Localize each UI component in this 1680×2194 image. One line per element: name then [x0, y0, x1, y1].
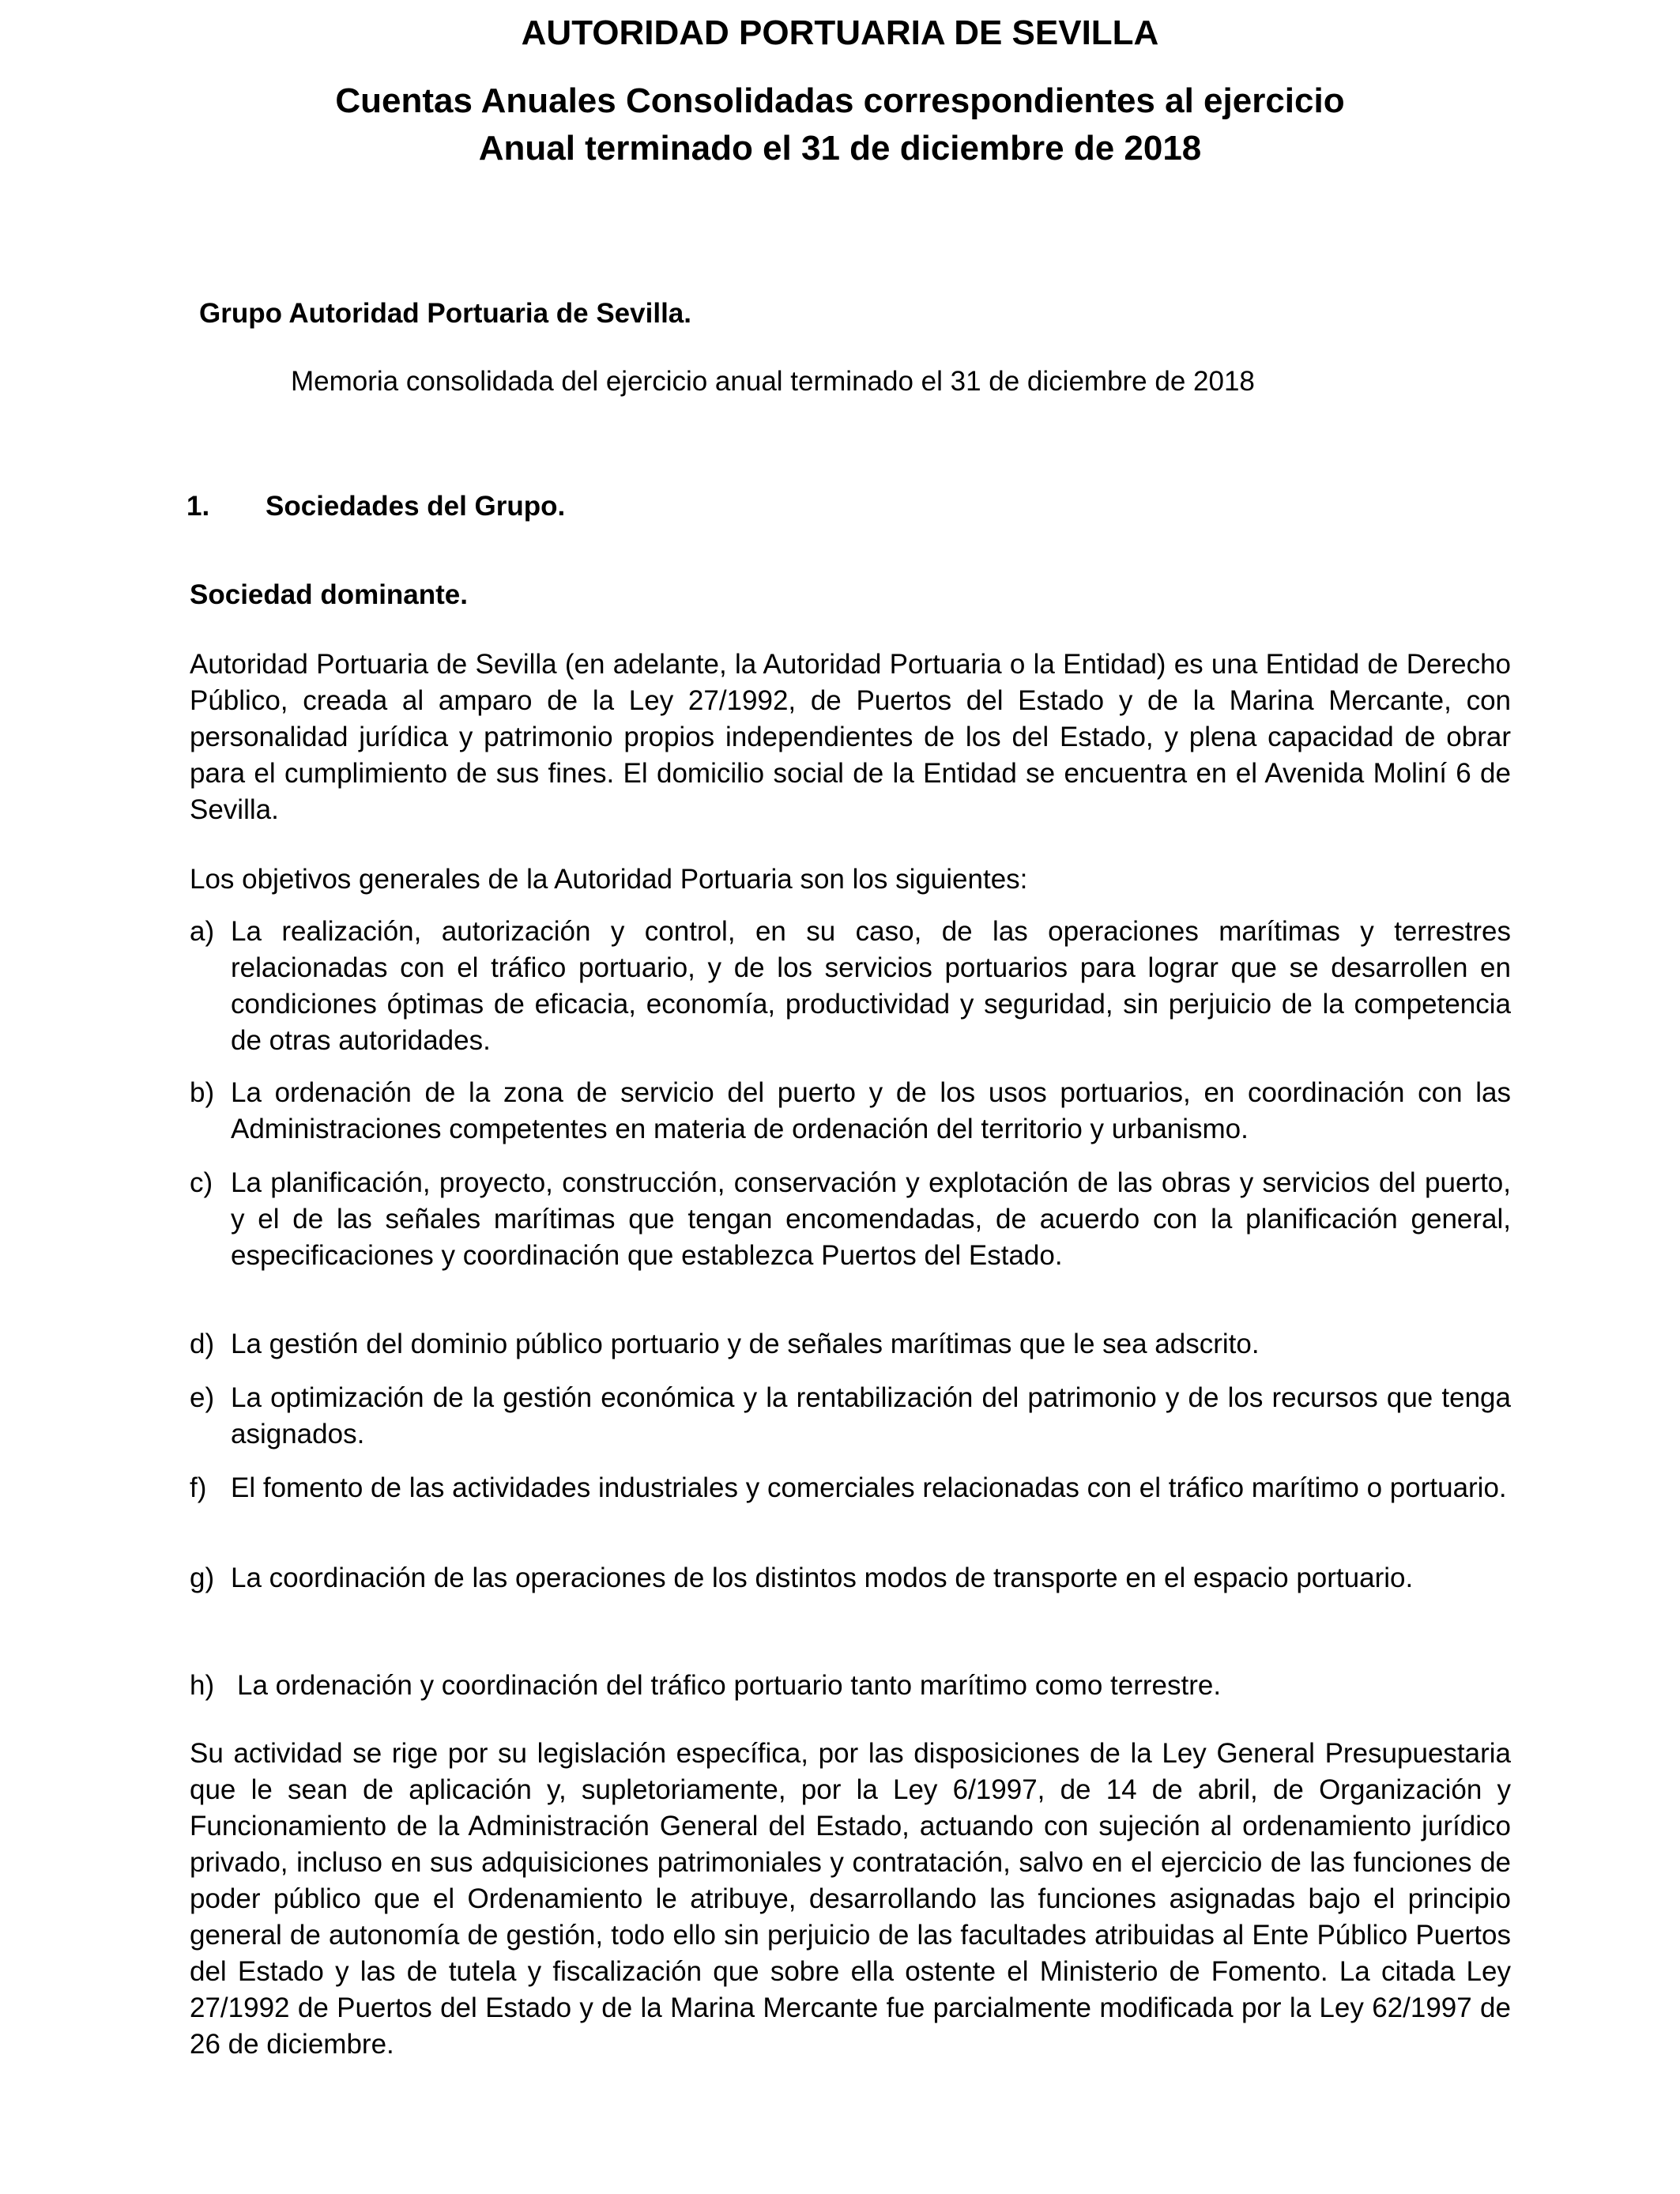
intro-paragraph: Autoridad Portuaria de Sevilla (en adelante, la Autoridad Portuaria o la Entidad) es una Entidad de Derecho Público, creada al amparo de la Ley 27/1992, de Puertos del Estado y de la Marina Mercante, con personalidad jurídica y patrimonio propios independientes de los del Estado, y plena capacidad de obrar para el cumplimiento de sus fines. El domicilio social de la Entidad se encuentra en el Avenida Moliní 6 de Sevilla.	[190, 649, 1511, 825]
document-title: AUTORIDAD PORTUARIA DE SEVILLA	[521, 13, 1159, 52]
subsection-title: Sociedad dominante.	[190, 579, 468, 610]
list-item	[190, 1668, 1511, 1704]
list-item-text: La optimización de la gestión económica y la rentabilización del patrimonio y de los recursos que tenga asignados.	[231, 1382, 1511, 1449]
document-subtitle	[0, 77, 1680, 172]
list-item	[190, 1165, 1511, 1274]
section-title: Sociedades del Grupo.	[266, 491, 566, 522]
group-title: Grupo Autoridad Portuaria de Sevilla.	[199, 298, 691, 329]
list-item-marker: h)	[190, 1670, 215, 1701]
list-item	[190, 1560, 1511, 1596]
document-subtitle-line2: Anual terminado el 31 de diciembre de 2018	[478, 129, 1202, 168]
list-item	[190, 914, 1511, 1059]
list-item-marker: b)	[190, 1077, 215, 1108]
list-item	[190, 1470, 1511, 1506]
list-item-text: El fomento de las actividades industriales y comerciales relacionadas con el tráfico marítimo o portuario.	[231, 1472, 1507, 1503]
list-item-marker: g)	[190, 1563, 215, 1593]
list-item-marker: c)	[190, 1167, 213, 1198]
list-item-marker: f)	[190, 1472, 207, 1503]
closing-paragraph: Su actividad se rige por su legislación específica, por las disposiciones de la Ley General Presupuestaria que le sean de aplicación y, supletoriamente, por la Ley 6/1997, de 14 de abril, de Organización y Funcionamiento de la Administración General del Estado, actuando con sujeción al ordenamiento jurídico privado, incluso en sus adquisiciones patrimoniales y contratación, salvo en el ejercicio de las funciones de poder público que el Ordenamiento le atribuye, desarrollando las funciones asignadas bajo el principio general de autonomía de gestión, todo ello sin perjuicio de las facultades atribuidas al Ente Público Puertos del Estado y las de tutela y fiscalización que sobre ella ostente el Ministerio de Fomento. La citada Ley 27/1992 de Puertos del Estado y de la Marina Mercante fue parcialmente modificada por la Ley 62/1997 de 26 de diciembre.	[190, 1738, 1511, 2060]
list-item-text: La ordenación de la zona de servicio del puerto y de los usos portuarios, en coordinación con las Administraciones competentes en materia de ordenación del territorio y urbanismo.	[231, 1077, 1511, 1144]
list-item	[190, 1075, 1511, 1148]
list-item-text: La coordinación de las operaciones de los distintos modos de transporte en el espacio portuario.	[231, 1563, 1414, 1593]
list-item-marker: e)	[190, 1382, 215, 1413]
list-item-text: La ordenación y coordinación del tráfico portuario tanto marítimo como terrestre.	[237, 1670, 1222, 1701]
list-item-text: La gestión del dominio público portuario y de señales marítimas que le sea adscrito.	[231, 1329, 1260, 1359]
list-item-marker: d)	[190, 1329, 215, 1359]
list-item-marker: a)	[190, 916, 215, 947]
list-item	[190, 1380, 1511, 1453]
section-number: 1.	[186, 491, 210, 522]
list-item	[190, 1326, 1511, 1363]
memoria-heading: Memoria consolidada del ejercicio anual terminado el 31 de diciembre de 2018	[291, 366, 1255, 397]
list-item-text: La planificación, proyecto, construcción, conservación y explotación de las obras y servicios del puerto, y el de las señales marítimas que tengan encomendadas, de acuerdo con la planificación general, especificaciones y coordinación que establezca Puertos del Estado.	[231, 1167, 1511, 1271]
list-item-text: La realización, autorización y control, en su caso, de las operaciones marítimas y terrestres relacionadas con el tráfico portuario, y de los servicios portuarios para lograr que se desarrollen en condiciones óptimas de eficacia, economía, productividad y seguridad, sin perjuicio de la competencia de otras autoridades.	[231, 916, 1511, 1056]
objectives-intro: Los objetivos generales de la Autoridad Portuaria son los siguientes:	[190, 864, 1028, 895]
document-subtitle-line1: Cuentas Anuales Consolidadas correspondientes al ejercicio	[335, 81, 1345, 120]
